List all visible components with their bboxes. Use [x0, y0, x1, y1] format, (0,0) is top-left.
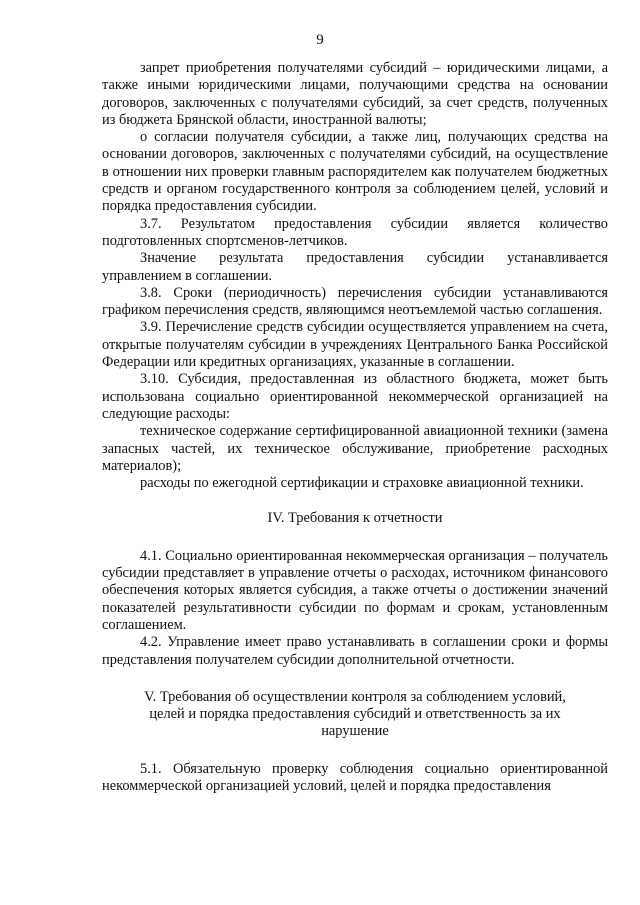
paragraph-3-10: 3.10. Субсидия, предоставленная из областного бюджета, может быть использована социально ориентированной некоммерческой организацией на следующие расходы:: [102, 371, 608, 422]
document-body: [102, 58, 608, 795]
paragraph-prohibition: запрет приобретения получателями субсидий – юридическими лицами, а также иными юридическими лицами, получающими средства на основании договоров, заключенных с получателями субсидий, за счет средств, полученных из бюджета Брянской области, иностранной валюты;: [102, 60, 608, 128]
section-5-heading-line-1: V. Требования об осуществлении контроля за соблюдением условий,: [144, 688, 566, 705]
paragraph-maintenance: техническое содержание сертифицированной авиационной техники (замена запасных частей, их техническое обслуживание, приобретение расходных материалов);: [102, 423, 608, 474]
paragraph-3-7: 3.7. Результатом предоставления субсидии является количество подготовленных спортсменов-летчиков.: [102, 215, 608, 249]
paragraph-5-1: 5.1. Обязательную проверку соблюдения социально ориентированной некоммерческой организацией условий, целей и порядка предоставления: [102, 760, 608, 794]
paragraph-4-2: 4.2. Управление имеет право устанавливать в соглашении сроки и формы представления получателем субсидии дополнительной отчетности.: [102, 634, 608, 668]
paragraph-certification: расходы по ежегодной сертификации и страховке авиационной техники.: [140, 475, 584, 492]
paragraph-3-8: 3.8. Сроки (периодичность) перечисления субсидии устанавливаются графиком перечисления средств, являющимся неотъемлемой частью соглашения.: [102, 284, 608, 319]
paragraph-consent: о согласии получателя субсидии, а также лиц, получающих средства на основании договоров, заключенных с получателями субсидий, на осуществление в отношении них проверки главным распорядителем как получателем бюджетных средств и органом государственного контроля за соблюдением целей, условий и порядка предоставления субсидии.: [102, 129, 608, 215]
paragraph-3-9: 3.9. Перечисление средств субсидии осуществляется управлением на счета, открытые получателям субсидии в учреждениях Центрального Банка Российской Федерации или кредитных организациях, указанные в соглашении.: [102, 319, 608, 371]
section-4-heading: IV. Требования к отчетности: [267, 510, 443, 527]
page-number: 9: [316, 32, 324, 48]
section-5-heading-line-3: нарушение: [321, 723, 389, 740]
section-5-heading-line-2: целей и порядка предоставления субсидий и ответственность за их: [149, 706, 561, 723]
paragraph-4-1: 4.1. Социально ориентированная некоммерческая организация – получатель субсидии представляет в управление отчеты о расходах, источником финансового обеспечения которых является субсидия, а также отчеты о достижении значений показателей результативности субсидии по формам и срокам, установленным соглашением.: [102, 547, 608, 633]
paragraph-result-value: Значение результата предоставления субсидии устанавливается управлением в соглашении.: [102, 250, 608, 284]
